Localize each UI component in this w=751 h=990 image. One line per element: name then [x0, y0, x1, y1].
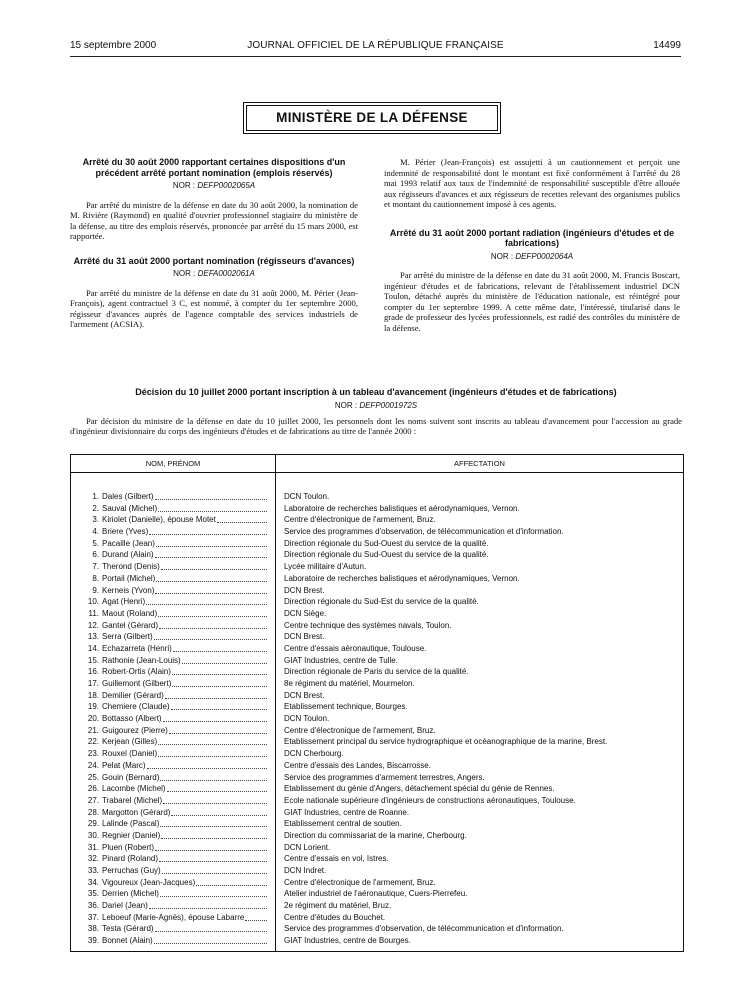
affectation-cell: Centre d'essais en vol, Istres.	[284, 854, 389, 864]
table-row	[71, 526, 683, 538]
article-1-body: Par arrêté du ministre de la défense en date du 30 août 2000, la nomination de M. Rivière (Raymond) en qualité d'ouvrier professionnel stagiaire du ministère de la défense, au titre des emplois réservés, prononcée par arrêté du 15 mars 2000, est rapportée.	[70, 199, 358, 241]
left-column	[70, 157, 358, 330]
issue-date: 15 septembre 2000	[70, 40, 157, 51]
name-cell	[71, 538, 267, 550]
affectation-cell: Direction régionale du Sud-Ouest du service de la qualité.	[284, 550, 489, 560]
dot-leader	[171, 709, 267, 710]
name-cell	[71, 807, 267, 819]
affectation-cell: Centre d'électronique de l'armement, Bruz.	[284, 515, 436, 525]
decision-section	[70, 387, 682, 437]
row-number: 4.	[92, 527, 99, 537]
row-number: 19.	[87, 702, 99, 712]
affectation-cell: GIAT Industries, centre de Tulle.	[284, 655, 398, 665]
affectation-cell: Direction régionale du Sud-Ouest du service de la qualité.	[284, 538, 489, 548]
row-number: 18.	[87, 690, 99, 700]
row-number: 22.	[87, 737, 99, 747]
person-name: Testa (Gérard)	[102, 924, 154, 934]
person-name: Bottasso (Albert)	[102, 714, 162, 724]
row-number: 20.	[87, 714, 99, 724]
person-name: Pluen (Robert)	[102, 842, 155, 852]
table-row	[71, 514, 683, 526]
table-row	[71, 935, 683, 947]
person-name: Gantel (Gérard)	[102, 620, 159, 630]
dot-leader	[158, 756, 267, 757]
table-row	[71, 807, 683, 819]
nor-label: NOR :	[334, 400, 358, 410]
article-2-continuation: M. Périer (Jean-François) est assujetti à un cautionnement et perçoit une indemnité de responsabilité dont le montant est fixé conformément à l'arrêté du 28 mai 1993 relatif aux taux de l'indemnité de responsabilité susceptible d'être allouée aux régisseurs d'avances et aux régisseurs de recettes relevant des organismes publics et montant du cautionnement imposé à ces agents.	[384, 157, 680, 209]
table-row	[71, 503, 683, 515]
page-number: 14499	[653, 40, 681, 51]
column-header-affectation: AFFECTATION	[454, 459, 505, 468]
name-cell	[71, 491, 267, 503]
dot-leader	[163, 721, 267, 722]
person-name: Derrien (Michel)	[102, 889, 159, 899]
dot-leader	[159, 628, 267, 629]
table-row	[71, 877, 683, 889]
affectation-cell: DCN Toulon.	[284, 492, 330, 501]
article-2-title: Arrêté du 31 août 2000 portant nomination (régisseurs d'avances)	[73, 255, 355, 266]
person-name: Kerjean (Gilles)	[102, 737, 158, 747]
table-row	[71, 608, 683, 620]
dot-leader	[154, 943, 267, 944]
person-name: Portail (Michel)	[102, 573, 156, 583]
name-cell	[71, 877, 267, 889]
dot-leader	[160, 896, 267, 897]
person-name: Robert-Ortis (Alain)	[102, 667, 171, 677]
row-number: 13.	[87, 632, 99, 642]
row-number: 28.	[87, 807, 99, 817]
person-name: Gouin (Bernard)	[102, 772, 160, 782]
table-row	[71, 888, 683, 900]
name-cell	[71, 666, 267, 678]
dot-leader	[156, 581, 267, 582]
row-number: 10.	[87, 597, 99, 607]
row-number: 16.	[87, 667, 99, 677]
name-cell	[71, 713, 267, 725]
table-row	[71, 830, 683, 842]
decision-body: Par décision du ministre de la défense en date du 10 juillet 2000, les personnels dont les noms suivent sont inscrits au tableau d'avancement pour l'accession au grade d'ingénieur divisionnaire du corps des ingénieurs d'études et de fabrications au titre de l'année 2000 :	[70, 415, 682, 436]
name-cell	[71, 842, 267, 854]
person-name: Pelat (Marc)	[102, 760, 146, 770]
dot-leader	[146, 604, 267, 605]
person-name: Guillemont (Gilbert)	[102, 679, 172, 688]
header-rule	[70, 56, 681, 57]
name-cell	[71, 620, 267, 632]
name-cell	[71, 585, 267, 597]
table-row	[71, 736, 683, 748]
name-cell	[71, 514, 267, 526]
name-cell	[71, 526, 267, 538]
dot-leader	[147, 768, 267, 769]
table-row	[71, 701, 683, 713]
row-number: 6.	[92, 550, 99, 560]
dot-leader	[160, 780, 267, 781]
dot-leader	[172, 674, 267, 675]
dot-leader	[217, 522, 267, 523]
table-row	[71, 573, 683, 585]
journal-title: JOURNAL OFFICIEL DE LA RÉPUBLIQUE FRANÇAISE	[247, 40, 504, 51]
dot-leader	[196, 885, 267, 886]
affectation-cell: Direction régionale de Paris du service de la qualité.	[284, 667, 469, 677]
dot-leader	[149, 908, 267, 909]
table-row	[71, 783, 683, 795]
dot-leader	[159, 861, 267, 862]
dot-leader	[161, 569, 267, 570]
affectation-cell: Laboratoire de recherches balistiques et aérodynamiques, Vernon.	[284, 503, 520, 513]
row-number: 7.	[92, 562, 99, 572]
person-name: Rouxel (Daniel)	[102, 749, 158, 759]
dot-leader	[161, 838, 267, 839]
name-cell	[71, 818, 267, 830]
person-name: Therond (Denis)	[102, 562, 160, 572]
nor-code: DEFP0001972S	[359, 400, 418, 410]
nor-code: DEFP0002064A	[515, 251, 574, 261]
person-name: Kiriolet (Danielle), épouse Motet	[102, 515, 216, 525]
name-cell	[71, 631, 267, 643]
nor-label: NOR :	[172, 181, 196, 190]
row-number: 27.	[87, 795, 99, 805]
row-number: 37.	[87, 912, 99, 922]
dot-leader	[171, 815, 267, 816]
name-cell	[71, 678, 267, 690]
affectation-cell: Atelier industriel de l'aéronautique, Cuers-Pierrefeu.	[284, 889, 468, 899]
name-cell	[71, 573, 267, 585]
dot-leader	[245, 920, 267, 921]
affectation-cell: Etablissement principal du service hydrographique et océanographique de la marine, Brest.	[284, 737, 608, 747]
row-number: 39.	[87, 936, 99, 946]
dot-leader	[158, 616, 267, 617]
table-row	[71, 538, 683, 550]
table-body	[71, 491, 683, 947]
affectation-cell: DCN Brest.	[284, 632, 325, 642]
nor-label: NOR :	[490, 251, 514, 261]
dot-leader	[155, 593, 267, 594]
table-row	[71, 725, 683, 737]
table-row	[71, 923, 683, 935]
table-header	[71, 455, 683, 473]
table-row	[71, 772, 683, 784]
affectation-cell: Centre d'essais des Landes, Biscarrosse.	[284, 760, 431, 770]
person-name: Pacaille (Jean)	[102, 538, 155, 548]
table-row	[71, 655, 683, 667]
affectation-cell: DCN Cherbourg.	[284, 749, 344, 759]
person-name: Demilier (Gérard)	[102, 690, 164, 700]
name-cell	[71, 748, 267, 760]
affectation-cell: Ecole nationale supérieure d'ingénieurs de constructions aéronautiques, Toulouse.	[284, 795, 576, 805]
table-row	[71, 491, 683, 503]
row-number: 31.	[87, 842, 99, 852]
person-name: Guigourez (Pierre)	[102, 725, 168, 735]
affectation-cell: Centre technique des systèmes navals, Toulon.	[284, 620, 452, 630]
table-row	[71, 643, 683, 655]
dot-leader	[169, 733, 267, 734]
row-number: 1.	[92, 492, 99, 501]
person-name: Sauval (Michel)	[102, 503, 158, 513]
row-number: 24.	[87, 760, 99, 770]
article-1-nor	[70, 181, 358, 192]
person-name: Serra (Gilbert)	[102, 632, 153, 642]
affectation-cell: GIAT Industries, centre de Bourges.	[284, 936, 411, 946]
person-name: Pinard (Roland)	[102, 854, 159, 864]
row-number: 30.	[87, 830, 99, 840]
dot-leader	[155, 499, 267, 500]
name-cell	[71, 736, 267, 748]
row-number: 2.	[92, 503, 99, 513]
table-row	[71, 596, 683, 608]
affectation-cell: Service des programmes d'observation, de télécommunication et d'information.	[284, 924, 564, 934]
table-row	[71, 795, 683, 807]
affectation-cell: Direction du commissariat de la marine, Cherbourg.	[284, 830, 467, 840]
affectation-cell: 8e régiment du matériel, Mourmelon.	[284, 679, 415, 688]
person-name: Vigoureux (Jean-Jacques)	[102, 877, 196, 887]
running-header	[70, 40, 681, 54]
row-number: 25.	[87, 772, 99, 782]
dot-leader	[149, 534, 267, 535]
nor-code: DEFA0002061A	[197, 269, 255, 278]
affectation-cell: DCN Brest.	[284, 690, 325, 700]
affectation-cell: 2e régiment du matériel, Bruz.	[284, 901, 392, 911]
name-cell	[71, 830, 267, 842]
name-cell	[71, 608, 267, 620]
person-name: Dariel (Jean)	[102, 901, 148, 911]
table-row	[71, 818, 683, 830]
name-cell	[71, 655, 267, 667]
name-cell	[71, 853, 267, 865]
person-name: Perruchas (Guy)	[102, 866, 161, 875]
person-name: Briere (Yves)	[102, 527, 149, 537]
person-name: Trabarel (Michel)	[102, 795, 163, 805]
row-number: 32.	[87, 854, 99, 864]
dot-leader	[162, 873, 267, 874]
name-cell	[71, 596, 267, 608]
row-number: 9.	[92, 585, 99, 595]
row-number: 21.	[87, 725, 99, 735]
person-name: Leboeuf (Marie-Agnès), épouse Labarre	[102, 912, 245, 922]
table-row	[71, 690, 683, 702]
name-cell	[71, 643, 267, 655]
affectation-cell: Service des programmes d'armement terrestres, Angers.	[284, 772, 485, 782]
table-row	[71, 912, 683, 924]
article-2-body: Par arrêté du ministre de la défense en date du 31 août 2000, M. Périer (Jean-François), agent contractuel 3 C, est nommé, à compter du 1er septembre 2000, régisseur d'avances auprès de l'agence comptable des services industriels de l'armement (ACSIA).	[70, 287, 358, 329]
name-cell	[71, 690, 267, 702]
person-name: Echazarreta (Henri)	[102, 643, 172, 653]
dot-leader	[156, 546, 267, 547]
table-row	[71, 678, 683, 690]
affectation-cell: DCN Toulon.	[284, 714, 330, 724]
row-number: 34.	[87, 877, 99, 887]
affectation-cell: Etablissement central de soutien.	[284, 819, 402, 829]
row-number: 12.	[87, 620, 99, 630]
affectation-cell: Lycée militaire d'Autun.	[284, 562, 367, 572]
affectation-cell: Centre d'électronique de l'armement, Bruz.	[284, 877, 436, 887]
row-number: 14.	[87, 643, 99, 653]
nor-label: NOR :	[173, 269, 196, 278]
affectation-cell: Direction régionale du Sud-Est du service de la qualité.	[284, 597, 479, 607]
table-row	[71, 748, 683, 760]
table-row	[71, 620, 683, 632]
person-name: Dales (Gilbert)	[102, 492, 154, 501]
affectation-cell: Laboratoire de recherches balistiques et aérodynamiques, Vernon.	[284, 573, 520, 583]
affectation-cell: Centre d'électronique de l'armement, Bruz.	[284, 725, 436, 735]
name-cell	[71, 503, 267, 515]
affectation-cell: Centre d'études du Bouchet.	[284, 912, 386, 922]
dot-leader	[155, 931, 267, 932]
nor-code: DEFP0002065A	[197, 181, 256, 190]
name-cell	[71, 795, 267, 807]
dot-leader	[163, 803, 267, 804]
table-row	[71, 631, 683, 643]
person-name: Regnier (Daniel)	[102, 830, 161, 840]
affectation-cell: DCN Indret.	[284, 866, 327, 875]
dot-leader	[160, 826, 267, 827]
name-cell	[71, 912, 267, 924]
person-name: Maout (Roland)	[102, 608, 158, 618]
table-row	[71, 666, 683, 678]
name-cell	[71, 900, 267, 912]
row-number: 35.	[87, 889, 99, 899]
table-row	[71, 900, 683, 912]
table-row	[71, 842, 683, 854]
person-name: Agat (Henri)	[102, 597, 146, 607]
name-cell	[71, 701, 267, 713]
right-column	[384, 157, 680, 333]
name-cell	[71, 888, 267, 900]
affectation-cell: DCN Lorient.	[284, 842, 331, 852]
row-number: 26.	[87, 784, 99, 794]
affectation-cell: GIAT Industries, centre de Roanne.	[284, 807, 410, 817]
dot-leader	[167, 791, 267, 792]
column-header-name: NOM, PRÉNOM	[145, 459, 201, 468]
table-row	[71, 549, 683, 561]
affectation-cell: DCN Siège.	[284, 608, 327, 618]
row-number: 8.	[92, 573, 99, 583]
name-cell	[71, 935, 267, 947]
affectation-cell: Centre d'essais aéronautique, Toulouse.	[284, 643, 427, 653]
name-cell	[71, 923, 267, 935]
row-number: 3.	[92, 515, 99, 525]
name-cell	[71, 772, 267, 784]
row-number: 38.	[87, 924, 99, 934]
person-name: Rathonie (Jean-Louis)	[102, 655, 181, 665]
article-3-title: Arrêté du 31 août 2000 portant radiation (ingénieurs d'études et de fabrications)	[389, 227, 675, 248]
dot-leader	[155, 557, 267, 558]
article-2-nor	[70, 269, 358, 280]
decision-title: Décision du 10 juillet 2000 portant inscription à un tableau d'avancement (ingénieurs d'études et de fabrications)	[135, 387, 617, 397]
dot-leader	[158, 511, 267, 512]
affectation-cell: Etablissement technique, Bourges.	[284, 702, 408, 712]
table-row	[71, 865, 683, 877]
row-number: 15.	[87, 655, 99, 665]
person-name: Bonnet (Alain)	[102, 936, 153, 946]
article-1-title: Arrêté du 30 août 2000 rapportant certaines dispositions d'un précédent arrêté portant nomination (emplois réservés)	[82, 157, 346, 178]
table-row	[71, 561, 683, 573]
dot-leader	[172, 686, 267, 687]
article-3-body: Par arrêté du ministre de la défense en date du 31 août 2000, M. Francis Boscart, ingénieur d'études et de fabrications, relevant de l'établissement industriel DCN Toulon, détaché auprès du ministère de l'éducation nationale, est réintégré pour compter du 1er septembre 1999. A cette même date, l'intéressé, titularisé dans le grade de professeur des lycées professionnels, est radié des contrôles du ministère de la défense.	[384, 270, 680, 333]
advancement-table	[70, 454, 684, 952]
name-cell	[71, 760, 267, 772]
row-number: 11.	[88, 608, 99, 618]
affectation-cell: DCN Brest.	[284, 585, 325, 595]
dot-leader	[165, 698, 267, 699]
row-number: 36.	[87, 901, 99, 911]
affectation-cell: Etablissement du génie d'Angers, détachement spécial du génie de Rennes.	[284, 784, 555, 794]
name-cell	[71, 725, 267, 737]
row-number: 17.	[87, 679, 99, 688]
person-name: Margotton (Gérard)	[102, 807, 171, 817]
table-row	[71, 585, 683, 597]
name-cell	[71, 561, 267, 573]
row-number: 5.	[92, 538, 99, 548]
affectation-cell: Service des programmes d'observation, de télécommunication et d'information.	[284, 527, 564, 537]
person-name: Chemiere (Claude)	[102, 702, 170, 712]
person-name: Durand (Alain)	[102, 550, 154, 560]
dot-leader	[155, 850, 267, 851]
row-number: 33.	[87, 866, 99, 875]
table-row	[71, 760, 683, 772]
person-name: Lacombe (Michel)	[102, 784, 166, 794]
table-row	[71, 853, 683, 865]
row-number: 23.	[87, 749, 99, 759]
dot-leader	[173, 651, 267, 652]
row-number: 29.	[87, 819, 99, 829]
dot-leader	[154, 639, 267, 640]
decision-nor	[70, 401, 682, 410]
name-cell	[71, 865, 267, 877]
dot-leader	[182, 663, 267, 664]
person-name: Lalinde (Pascal)	[102, 819, 160, 829]
person-name: Kerneis (Yvon)	[102, 585, 155, 595]
name-cell	[71, 783, 267, 795]
table-row	[71, 713, 683, 725]
article-3-nor	[384, 252, 680, 263]
ministry-heading: MINISTÈRE DE LA DÉFENSE	[246, 105, 498, 131]
name-cell	[71, 549, 267, 561]
dot-leader	[158, 744, 267, 745]
